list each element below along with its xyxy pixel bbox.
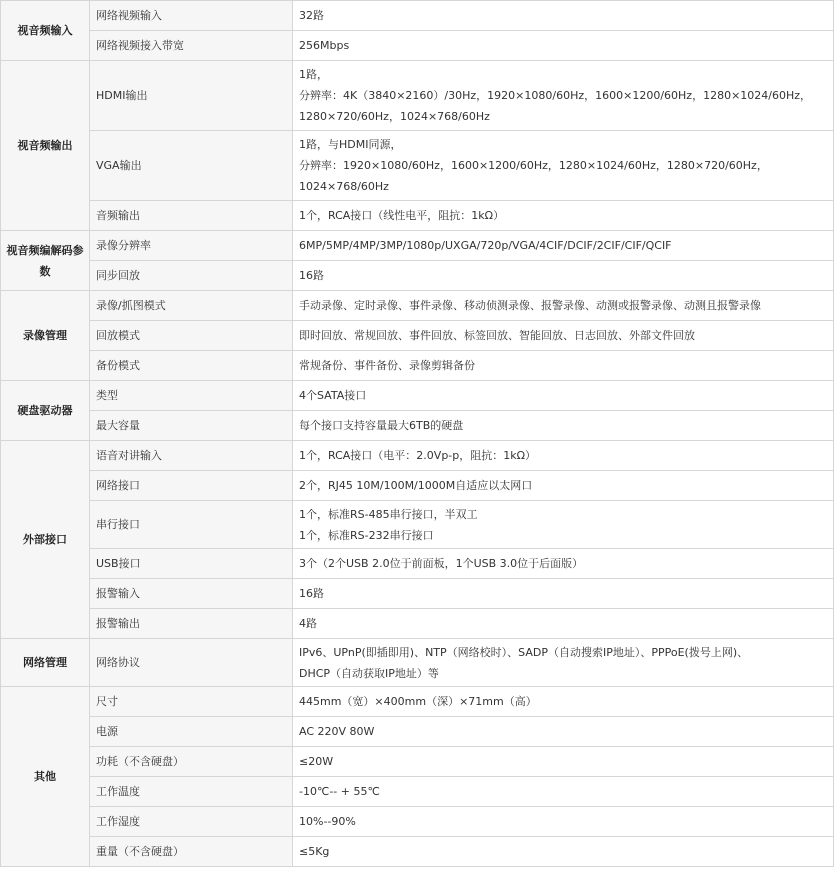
table-row — [1, 549, 834, 579]
table-row — [1, 321, 834, 351]
param-name: HDMI输出 — [90, 61, 293, 131]
category-label: 外部接口 — [23, 533, 67, 546]
param-name: 同步回放 — [90, 261, 293, 291]
param-value: 4路 — [293, 609, 834, 639]
category-cell — [1, 61, 90, 231]
param-value: 常规备份、事件备份、录像剪辑备份 — [293, 351, 834, 381]
param-name: 回放模式 — [90, 321, 293, 351]
table-row — [1, 471, 834, 501]
table-row — [1, 639, 834, 687]
param-value: 10%--90% — [293, 807, 834, 837]
table-row — [1, 131, 834, 201]
param-value: 445mm（宽）×400mm（深）×71mm（高） — [293, 687, 834, 717]
table-row — [1, 201, 834, 231]
category-cell — [1, 231, 90, 291]
param-name: 录像分辨率 — [90, 231, 293, 261]
param-value: 3个（2个USB 2.0位于前面板，1个USB 3.0位于后面版） — [293, 549, 834, 579]
table-row — [1, 579, 834, 609]
param-name: 报警输入 — [90, 579, 293, 609]
param-name: 重量（不含硬盘） — [90, 837, 293, 867]
table-row — [1, 381, 834, 411]
param-name: 工作温度 — [90, 777, 293, 807]
param-value: 2个，RJ45 10M/100M/1000M自适应以太网口 — [293, 471, 834, 501]
table-row — [1, 747, 834, 777]
category-label: 视音频输入 — [17, 24, 73, 37]
table-row — [1, 61, 834, 131]
param-value: 1个，RCA接口（电平：2.0Vp-p，阻抗：1kΩ） — [293, 441, 834, 471]
param-name: 网络接口 — [90, 471, 293, 501]
table-row — [1, 501, 834, 549]
table-row — [1, 837, 834, 867]
category-cell — [1, 1, 90, 61]
table-row — [1, 717, 834, 747]
table-row — [1, 261, 834, 291]
param-name: USB接口 — [90, 549, 293, 579]
param-value: 手动录像、定时录像、事件录像、移动侦测录像、报警录像、动测或报警录像、动测且报警录像 — [293, 291, 834, 321]
param-name: 功耗（不含硬盘） — [90, 747, 293, 777]
param-name: 网络视频接入带宽 — [90, 31, 293, 61]
category-label: 视音频输出 — [17, 139, 73, 152]
category-cell — [1, 441, 90, 639]
param-value: 1个，RCA接口（线性电平，阻抗：1kΩ） — [293, 201, 834, 231]
table-row — [1, 351, 834, 381]
param-value: ≤20W — [293, 747, 834, 777]
category-cell — [1, 381, 90, 441]
category-cell — [1, 639, 90, 687]
param-value: 16路 — [293, 261, 834, 291]
param-name: 电源 — [90, 717, 293, 747]
param-value: 6MP/5MP/4MP/3MP/1080p/UXGA/720p/VGA/4CIF/DCIF/2CIF/CIF/QCIF — [293, 231, 834, 261]
param-name: 报警输出 — [90, 609, 293, 639]
category-label: 硬盘驱动器 — [17, 404, 73, 417]
table-row — [1, 687, 834, 717]
param-value: 32路 — [293, 1, 834, 31]
param-value: 即时回放、常规回放、事件回放、标签回放、智能回放、日志回放、外部文件回放 — [293, 321, 834, 351]
table-row — [1, 31, 834, 61]
param-name: 语音对讲输入 — [90, 441, 293, 471]
param-value: ≤5Kg — [293, 837, 834, 867]
param-name: 最大容量 — [90, 411, 293, 441]
param-name: 录像/抓图模式 — [90, 291, 293, 321]
category-label: 网络管理 — [23, 656, 67, 669]
param-value: AC 220V 80W — [293, 717, 834, 747]
param-value: 256Mbps — [293, 31, 834, 61]
param-name: 网络视频输入 — [90, 1, 293, 31]
category-cell — [1, 291, 90, 381]
param-name: 备份模式 — [90, 351, 293, 381]
param-value: 1路，与HDMI同源， 分辨率：1920×1080/60Hz，1600×1200/60Hz，1280×1024/60Hz，1280×720/60Hz， 1024×768/60Hz — [293, 131, 834, 201]
param-name: 类型 — [90, 381, 293, 411]
param-value: 16路 — [293, 579, 834, 609]
param-value: 1路， 分辨率：4K（3840×2160）/30Hz，1920×1080/60Hz，1600×1200/60Hz，1280×1024/60Hz， 1280×720/60Hz，1024×768/60Hz — [293, 61, 834, 131]
param-name: 尺寸 — [90, 687, 293, 717]
category-label: 录像管理 — [23, 329, 67, 342]
param-name: 音频输出 — [90, 201, 293, 231]
param-name: 网络协议 — [90, 639, 293, 687]
table-row — [1, 231, 834, 261]
param-value: 1个，标准RS-485串行接口，半双工 1个，标准RS-232串行接口 — [293, 501, 834, 549]
param-name: 工作湿度 — [90, 807, 293, 837]
param-value: -10℃-- + 55℃ — [293, 777, 834, 807]
table-row — [1, 291, 834, 321]
table-row — [1, 1, 834, 31]
table-row — [1, 807, 834, 837]
param-name: 串行接口 — [90, 501, 293, 549]
param-value: IPv6、UPnP(即插即用)、NTP（网络校时）、SADP（自动搜索IP地址）、PPPoE(拨号上网)、 DHCP（自动获取IP地址）等 — [293, 639, 834, 687]
param-value: 每个接口支持容量最大6TB的硬盘 — [293, 411, 834, 441]
category-label: 视音频编解码参数 — [6, 243, 84, 278]
category-label: 其他 — [34, 770, 56, 783]
category-cell — [1, 687, 90, 867]
table-row — [1, 441, 834, 471]
param-value: 4个SATA接口 — [293, 381, 834, 411]
param-name: VGA输出 — [90, 131, 293, 201]
table-row — [1, 777, 834, 807]
table-row — [1, 411, 834, 441]
table-row — [1, 609, 834, 639]
